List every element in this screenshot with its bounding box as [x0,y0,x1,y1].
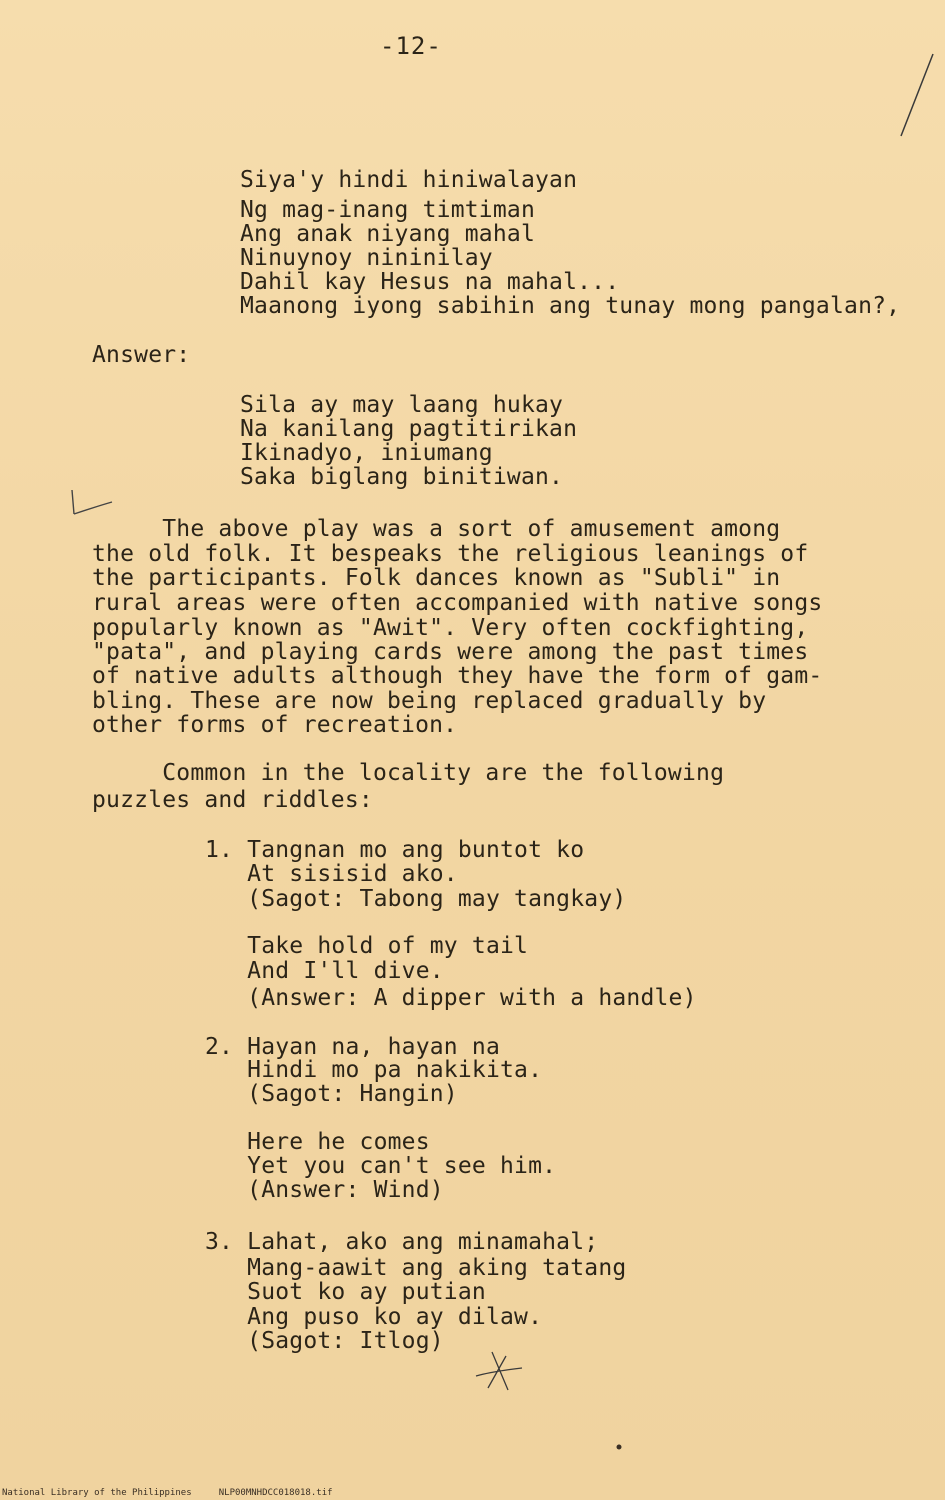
riddle-line: At sisisid ako. [205,861,458,887]
answer-line: Na kanilang pagtitirikan [240,416,578,442]
poem-line: Ng mag-inang timtiman [240,197,535,223]
riddle-line: And I'll dive. [205,958,444,984]
riddle-line: (Sagot: Itlog) [205,1328,444,1354]
riddle-line: 1. Tangnan mo ang buntot ko [205,837,585,863]
riddle-line: Mang-aawit ang aking tatang [205,1255,627,1281]
paragraph-line: puzzles and riddles: [92,787,373,813]
riddle-line: Yet you can't see him. [205,1153,557,1179]
paragraph-line: other forms of recreation. [92,712,458,738]
paragraph-line: Common in the locality are the following [92,760,725,786]
paragraph-line: rural areas were often accompanied with native songs [92,590,823,616]
paragraph-line: The above play was a sort of amusement among [92,516,781,542]
riddle-line: (Answer: A dipper with a handle) [205,985,697,1011]
riddle-line: Suot ko ay putian [205,1279,486,1305]
poem-line: Siya'y hindi hiniwalayan [240,167,578,193]
answer-label: Answer: [92,342,191,368]
ink-dot [615,1443,623,1451]
riddle-line: Take hold of my tail [205,933,529,959]
handwritten-mark [470,1350,530,1396]
paragraph-line: bling. These are now being replaced gradually by [92,688,767,714]
riddle-line: (Sagot: Tabong may tangkay) [205,886,627,912]
answer-line: Sila ay may laang hukay [240,392,564,418]
riddle-line: Hindi mo pa nakikita. [205,1057,543,1083]
riddle-line: 3. Lahat, ako ang minamahal; [205,1229,599,1255]
riddle-line: 2. Hayan na, hayan na [205,1034,500,1060]
paragraph-line: of native adults although they have the form of gam- [92,663,823,689]
riddle-line: (Sagot: Hangin) [205,1081,458,1107]
answer-line: Ikinadyo, iniumang [240,440,493,466]
paragraph-line: "pata", and playing cards were among the past times [92,639,809,665]
poem-line: Maanong iyong sabihin ang tunay mong pangalan?, [240,293,901,319]
paragraph-line: the participants. Folk dances known as "Subli" in [92,565,781,591]
paragraph-line: the old folk. It bespeaks the religious leanings of [92,541,809,567]
answer-line: Saka biglang binitiwan. [240,464,564,490]
riddle-line: Ang puso ko ay dilaw. [205,1304,543,1330]
paragraph-line: popularly known as "Awit". Very often cockfighting, [92,615,809,641]
riddle-line: (Answer: Wind) [205,1177,444,1203]
page-number: -12- [380,32,442,60]
corner-pencil-mark [895,50,935,150]
poem-line: Ninuynoy nininilay [240,245,493,271]
archive-footer: National Library of the Philippines NLP00MNHDCC018018.tif [2,1488,333,1498]
riddle-line: Here he comes [205,1129,430,1155]
poem-line: Dahil kay Hesus na mahal... [240,269,620,295]
poem-line: Ang anak niyang mahal [240,221,535,247]
